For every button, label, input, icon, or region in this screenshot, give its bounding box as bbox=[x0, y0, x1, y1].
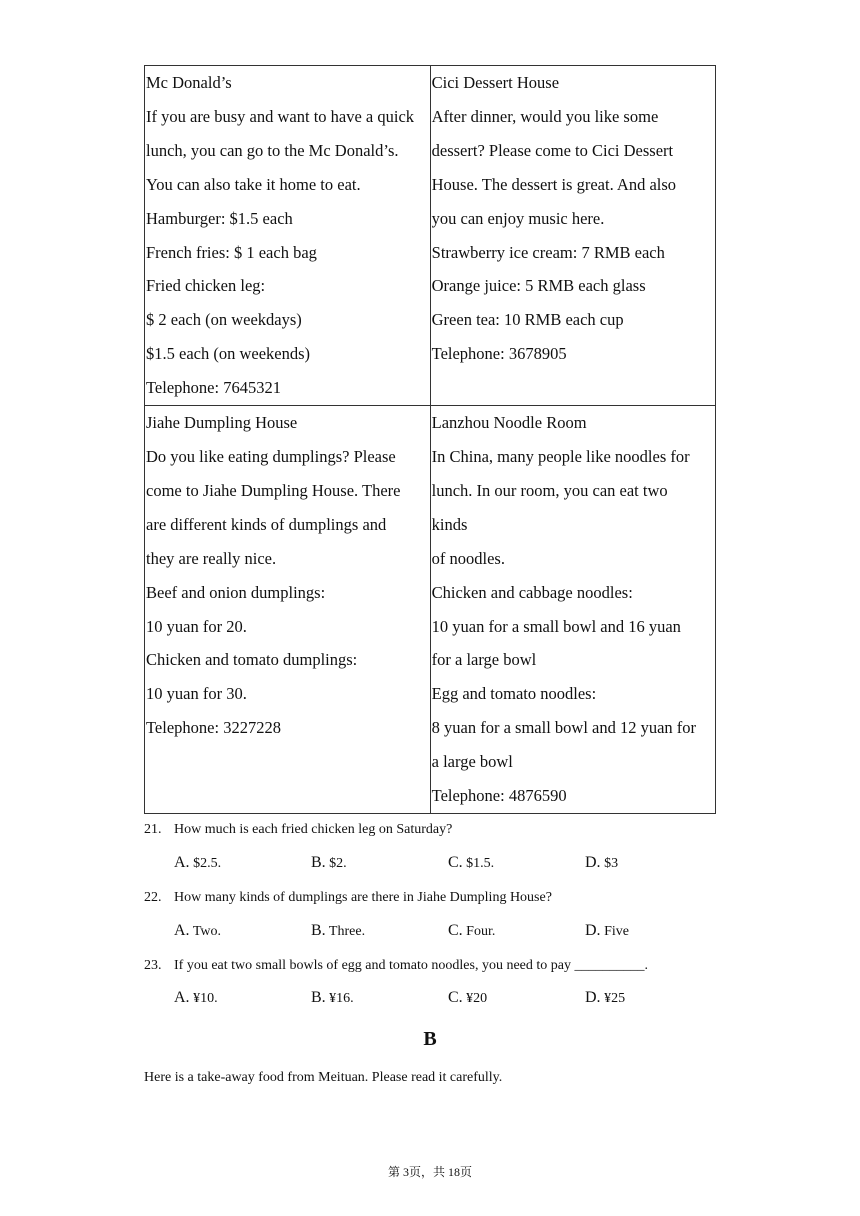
option-b[interactable] bbox=[311, 922, 448, 940]
question-21-options bbox=[174, 854, 734, 872]
section-heading: B bbox=[423, 1028, 437, 1050]
ad-line: are different kinds of dumplings and bbox=[146, 514, 387, 534]
ad-title: Mc Donald’s bbox=[146, 73, 232, 92]
ad-line: 8 yuan for a small bowl and 12 yuan for bbox=[431, 718, 697, 738]
ad-cell-jiahe bbox=[145, 406, 431, 814]
option-letter: C. bbox=[448, 854, 463, 871]
ad-line: they are really nice. bbox=[146, 548, 277, 568]
question-22 bbox=[144, 890, 552, 906]
ad-line: lunch. In our room, you can eat two bbox=[431, 480, 668, 500]
ad-line: 10 yuan for 20. bbox=[146, 616, 247, 636]
option-text: $2. bbox=[329, 856, 347, 871]
ad-telephone: Telephone: 3678905 bbox=[431, 344, 567, 364]
ad-line: Do you like eating dumplings? Please bbox=[146, 446, 396, 466]
ad-line: Green tea: 10 RMB each cup bbox=[431, 310, 624, 330]
option-c[interactable] bbox=[448, 989, 585, 1007]
ad-cell-lanzhou bbox=[430, 406, 715, 814]
ad-line: Chicken and tomato dumplings: bbox=[146, 650, 358, 670]
ad-line: $ 2 each (on weekdays) bbox=[146, 310, 302, 330]
question-number: 23. bbox=[144, 958, 162, 973]
option-text: $1.5. bbox=[466, 856, 495, 871]
ad-title: Lanzhou Noodle Room bbox=[431, 413, 587, 433]
option-d[interactable] bbox=[585, 989, 722, 1007]
ad-line: lunch, you can go to the Mc Donald’s. bbox=[146, 140, 399, 160]
option-letter: C. bbox=[448, 989, 463, 1006]
question-text: How much is each fried chicken leg on Saturday? bbox=[174, 822, 453, 837]
ad-line: Chicken and cabbage noodles: bbox=[431, 582, 633, 602]
ad-telephone: Telephone: 3227228 bbox=[146, 718, 281, 738]
option-letter: D. bbox=[585, 989, 601, 1006]
ad-telephone: Telephone: 4876590 bbox=[431, 786, 567, 806]
option-letter: B. bbox=[311, 989, 326, 1006]
ad-line: dessert? Please come to Cici Dessert bbox=[431, 140, 674, 160]
ad-line: you can enjoy music here. bbox=[431, 208, 605, 228]
question-text: How many kinds of dumplings are there in Jiahe Dumpling House? bbox=[174, 890, 552, 905]
option-text: ¥16. bbox=[329, 991, 354, 1006]
ad-line: Beef and onion dumplings: bbox=[146, 582, 326, 602]
option-text: ¥20 bbox=[466, 991, 488, 1006]
option-text: $3 bbox=[604, 856, 619, 871]
ad-title: Jiahe Dumpling House bbox=[146, 413, 298, 433]
question-23 bbox=[144, 958, 648, 974]
option-a[interactable] bbox=[174, 989, 311, 1007]
ads-row bbox=[145, 66, 716, 406]
option-text: Five bbox=[604, 924, 629, 939]
ad-line: 10 yuan for a small bowl and 16 yuan bbox=[431, 616, 681, 636]
ad-line: Fried chicken leg: bbox=[146, 276, 266, 296]
ad-line: come to Jiahe Dumpling House. There bbox=[146, 480, 401, 500]
option-text: ¥10. bbox=[193, 991, 218, 1006]
option-letter: A. bbox=[174, 989, 190, 1006]
option-letter: D. bbox=[585, 922, 601, 939]
question-text: If you eat two small bowls of egg and tomato noodles, you need to pay __________. bbox=[174, 958, 648, 973]
ad-line: In China, many people like noodles for bbox=[431, 446, 690, 466]
option-c[interactable] bbox=[448, 922, 585, 940]
question-21 bbox=[144, 822, 452, 838]
ad-line: You can also take it home to eat. bbox=[146, 174, 361, 194]
option-a[interactable] bbox=[174, 854, 311, 872]
page-footer: 第 3页，共 18页 bbox=[387, 1165, 472, 1179]
option-text: $2.5. bbox=[193, 856, 222, 871]
option-b[interactable] bbox=[311, 989, 448, 1007]
ad-telephone: Telephone: 7645321 bbox=[146, 378, 281, 398]
option-text: Three. bbox=[328, 924, 366, 939]
ad-line: House. The dessert is great. And also bbox=[431, 174, 677, 194]
option-letter: A. bbox=[174, 922, 190, 939]
option-text: Four. bbox=[466, 924, 496, 939]
ads-table bbox=[144, 65, 716, 814]
ad-title: Cici Dessert House bbox=[431, 73, 560, 92]
ad-line: Strawberry ice cream: 7 RMB each bbox=[431, 242, 665, 262]
ad-line: French fries: $ 1 each bag bbox=[146, 242, 317, 262]
ad-line: $1.5 each (on weekends) bbox=[146, 344, 311, 364]
ad-line: a large bowl bbox=[431, 752, 513, 772]
ad-cell-mcdonalds bbox=[145, 66, 431, 406]
section-intro: Here is a take-away food from Meituan. Please read it carefully. bbox=[144, 1070, 503, 1085]
option-c[interactable] bbox=[448, 854, 585, 872]
option-a[interactable] bbox=[174, 922, 311, 940]
ad-line: Hamburger: $1.5 each bbox=[146, 208, 293, 228]
option-text: ¥25 bbox=[604, 991, 626, 1006]
ads-row bbox=[145, 406, 716, 814]
option-letter: A. bbox=[174, 854, 190, 871]
option-text: Two. bbox=[192, 924, 221, 939]
ad-line: 10 yuan for 30. bbox=[146, 684, 247, 704]
option-letter: D. bbox=[585, 854, 601, 871]
question-23-options bbox=[174, 989, 734, 1007]
ad-line: If you are busy and want to have a quick bbox=[146, 106, 415, 126]
option-d[interactable] bbox=[585, 854, 722, 872]
option-b[interactable] bbox=[311, 854, 448, 872]
ad-line: After dinner, would you like some bbox=[431, 106, 659, 126]
ad-line: Orange juice: 5 RMB each glass bbox=[431, 276, 646, 296]
question-number: 22. bbox=[144, 890, 162, 905]
question-22-options bbox=[174, 922, 734, 940]
option-letter: C. bbox=[448, 922, 463, 939]
question-number: 21. bbox=[144, 822, 162, 837]
ad-line: kinds bbox=[431, 514, 468, 534]
ad-line: Egg and tomato noodles: bbox=[431, 684, 597, 704]
ad-line: of noodles. bbox=[431, 548, 505, 568]
option-letter: B. bbox=[311, 854, 326, 871]
option-d[interactable] bbox=[585, 922, 722, 940]
option-letter: B. bbox=[311, 922, 326, 939]
ad-line: for a large bowl bbox=[431, 650, 537, 670]
ad-cell-cici bbox=[430, 66, 715, 406]
